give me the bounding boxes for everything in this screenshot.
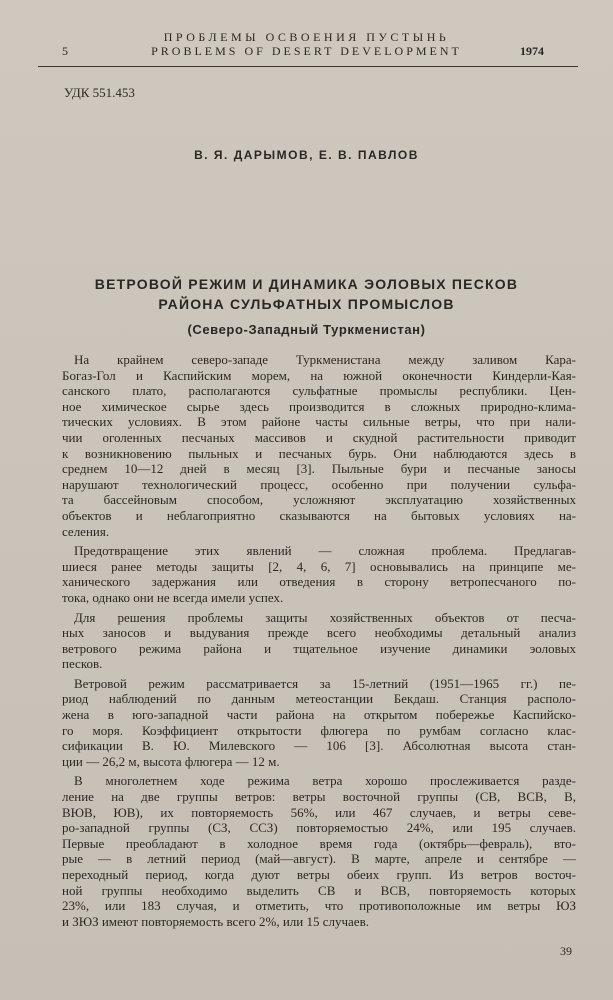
text-line: ции — 26,2 м, высота флюгера — 12 м. <box>62 753 280 769</box>
text-line: чии оголенных песчаных массивов и скудной растительности приводит <box>62 429 576 445</box>
title-line: ВЕТРОВОЙ РЕЖИМ И ДИНАМИКА ЭОЛОВЫХ ПЕСКОВ <box>94 276 519 292</box>
text-line: ной группы необходимо выделить СВ и ВСВ, повторяемость которых <box>62 882 576 898</box>
text-line: Богаз-Гол и Каспийским морем, на южной оконечности Киндерли-Кая- <box>62 367 576 383</box>
issue-number: 5 <box>62 44 69 58</box>
text-line: ное химическое сырье здесь производится в сложных природно-клима- <box>62 398 576 414</box>
text-line: шиеся ранее методы защиты [2, 4, 6, 7] основывались на принципе ме- <box>62 558 576 574</box>
paragraph <box>62 676 576 770</box>
text-line: ро-западной группы (СЗ, ССЗ) повторяемостью 24%, или 195 случаев. <box>62 820 576 836</box>
text-line: На крайнем северо-западе Туркменистана между заливом Кара- <box>74 352 576 367</box>
running-header <box>0 0 613 72</box>
page-number: 39 <box>560 944 572 958</box>
text-line: Ветровой режим рассматривается за 15-летний (1951—1965 гг.) пе- <box>74 675 576 691</box>
text-line: ление на две группы ветров: ветры восточной группы (СВ, ВСВ, В, <box>62 789 576 805</box>
article-subtitle: (Северо-Западный Туркменистан) <box>187 322 426 337</box>
issue-year: 1974 <box>520 44 544 58</box>
text-line: среднем 10—12 дней в месяц [3]. Пыльные бури и песчаные заносы <box>62 461 576 477</box>
text-line: песков. <box>62 656 103 672</box>
text-line: ханического задержания или отведения в сторону ветропесчаного по- <box>62 574 576 590</box>
text-line: го моря. Коэффициент открытости флюгера по румбам согласно клас- <box>62 722 576 738</box>
text-line: тических условиях. В этом районе часты сильные ветры, что при нали- <box>62 414 576 430</box>
text-line: В многолетнем ходе режима ветра хорошо прослеживается разде- <box>74 773 576 789</box>
text-line: нарушают технологический процесс, особенно при получении сульфа- <box>62 476 576 492</box>
text-line: к возникновению пыльных и песчаных бурь. Они наблюдаются здесь в <box>62 445 576 461</box>
text-line: риод наблюдений по данным метеостанции Бекдаш. Станция располо- <box>62 691 576 707</box>
text-line: сификации В. Ю. Милевского — 106 [3]. Абсолютная высота стан- <box>62 738 576 754</box>
text-line: объектов и неблагоприятно сказываются на бытовых условиях на- <box>62 507 576 523</box>
text-line: Для решения проблемы защиты хозяйственных объектов от песча- <box>74 609 576 625</box>
paragraph <box>62 352 576 539</box>
journal-title-en: PROBLEMS OF DESERT DEVELOPMENT <box>151 44 462 58</box>
article-title <box>0 274 613 314</box>
article-body <box>62 352 576 933</box>
udk-code: УДК 551.453 <box>64 85 135 100</box>
title-line: РАЙОНА СУЛЬФАТНЫХ ПРОМЫСЛОВ <box>158 296 455 312</box>
text-line: тока, однако они не всегда имели успех. <box>62 589 284 605</box>
text-line: Первые преобладают в холодное время года (октябрь—февраль), вто- <box>62 835 576 851</box>
paragraph <box>62 773 576 929</box>
header-rule <box>38 66 578 67</box>
paragraph <box>62 543 576 605</box>
text-line: селения. <box>62 523 110 539</box>
text-line: ветрового режима района и тщательное изучение динамики эоловых <box>62 640 576 656</box>
text-line: санского плато, располагаются сульфатные промыслы республики. Цен- <box>62 383 576 399</box>
text-line: ВЮВ, ЮВ), их повторяемость 56%, или 467 случаев, и ветры севе- <box>62 804 576 820</box>
text-line: переходный период, когда дуют ветры обеих групп. Из ветров восточ- <box>62 867 576 882</box>
text-line: 23%, или 183 случая, и отметить, что противоположные им ветры ЮЗ <box>62 898 576 914</box>
text-line: и ЗЮЗ имеют повторяемость всего 2%, или 15 случаев. <box>62 913 369 929</box>
text-line: та бассейновым способом, усложняют эксплуатацию хозяйственных <box>62 492 576 508</box>
text-line: жена в юго-западной части района на открытом побережье Каспийско- <box>62 707 576 723</box>
text-line: рые — в летний период (май—август). В марте, апреле и сентябре — <box>62 851 576 867</box>
paragraph <box>62 610 576 672</box>
authors: В. Я. ДАРЫМОВ, Е. В. ПАВЛОВ <box>194 148 419 162</box>
text-line: Предотвращение этих явлений — сложная проблема. Предлагав- <box>74 543 576 559</box>
text-line: ных заносов и выдувания прежде всего необходимы детальный анализ <box>62 625 576 641</box>
journal-title-ru: ПРОБЛЕМЫ ОСВОЕНИЯ ПУСТЫНЬ <box>163 30 450 44</box>
